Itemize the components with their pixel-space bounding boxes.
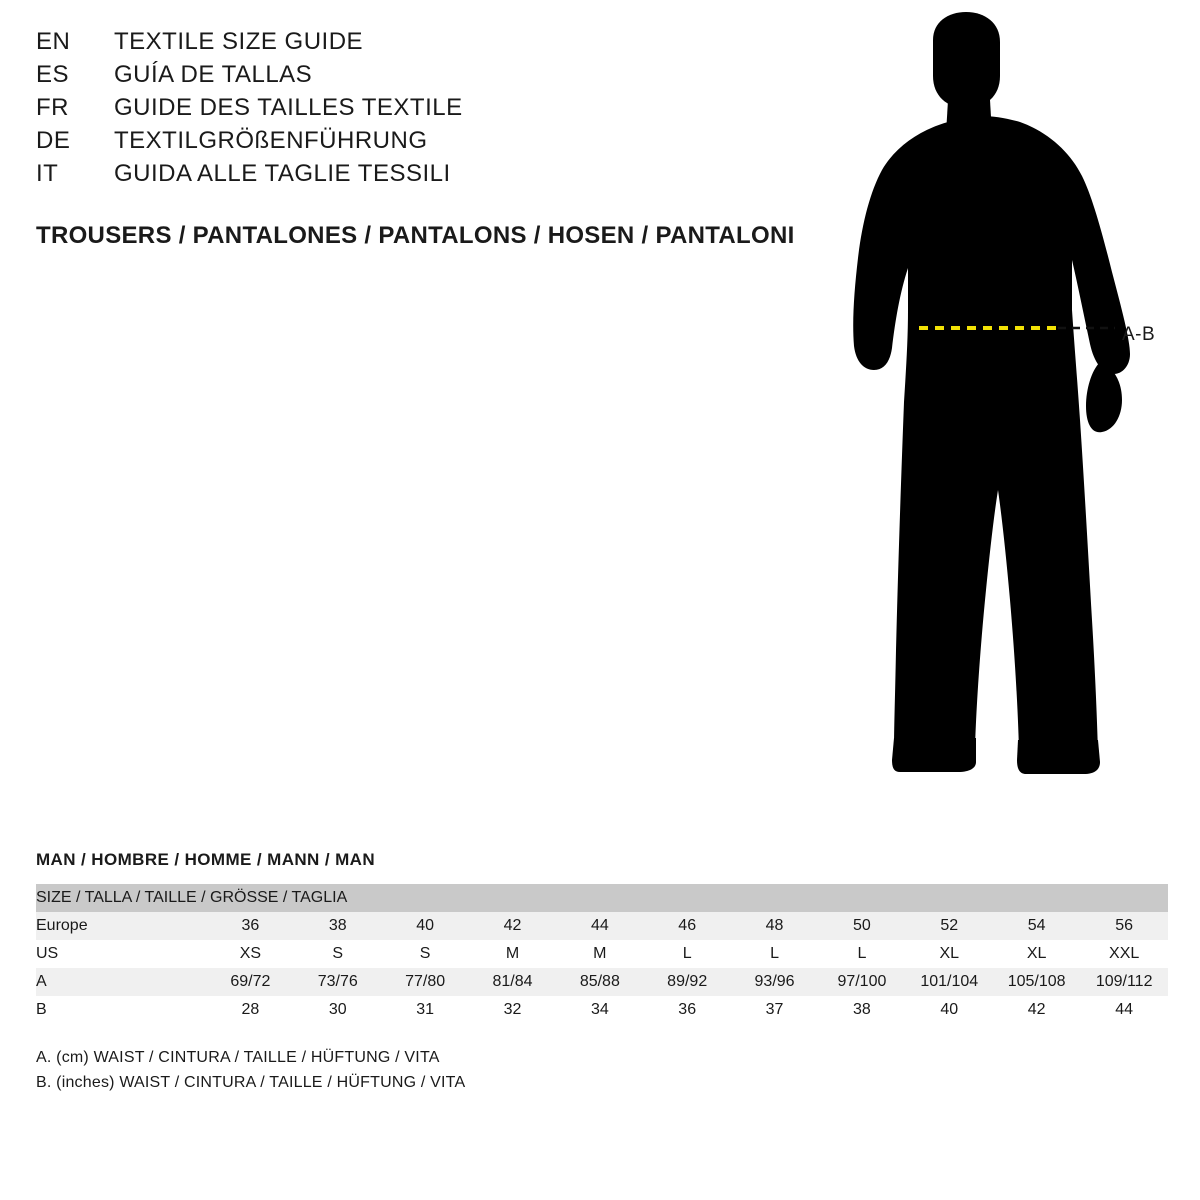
table-cell: 31 [381, 996, 468, 1024]
table-cell: 56 [1080, 912, 1168, 940]
table-cell: 44 [556, 912, 643, 940]
table-cell: 54 [993, 912, 1080, 940]
footnote-a: A. (cm) WAIST / CINTURA / TAILLE / HÜFTUNG / VITA [36, 1049, 440, 1066]
table-cell: 52 [906, 912, 993, 940]
table-cell: 46 [644, 912, 731, 940]
table-cell: 93/96 [731, 968, 818, 996]
language-row [36, 160, 796, 193]
table-cell: 109/112 [1080, 968, 1168, 996]
row-label: Europe [36, 912, 207, 940]
table-cell: 85/88 [556, 968, 643, 996]
table-cell: 37 [731, 996, 818, 1024]
table-cell: 44 [1080, 996, 1168, 1024]
table-cell: 28 [207, 996, 294, 1024]
language-code: IT [36, 160, 59, 187]
measure-label-ab: A-B [1122, 324, 1156, 345]
table-header-label: SIZE / TALLA / TAILLE / GRÖSSE / TAGLIA [36, 884, 1168, 912]
language-row [36, 127, 796, 160]
garment-type-title: TROUSERS / PANTALONES / PANTALONS / HOSEN / PANTALONI [36, 222, 795, 249]
table-cell: 40 [381, 912, 468, 940]
language-code: FR [36, 94, 69, 121]
footnotes [36, 1046, 1168, 1096]
table-cell: 40 [906, 996, 993, 1024]
row-label: US [36, 940, 207, 968]
gender-title: MAN / HOMBRE / HOMME / MANN / MAN [36, 850, 376, 869]
table-cell: 50 [818, 912, 905, 940]
row-label: A [36, 968, 207, 996]
language-title: TEXTILE SIZE GUIDE [114, 28, 364, 55]
table-cell: 36 [207, 912, 294, 940]
table-row [36, 912, 1168, 940]
table-row [36, 940, 1168, 968]
table-cell: 101/104 [906, 968, 993, 996]
table-cell: 34 [556, 996, 643, 1024]
language-row [36, 94, 796, 127]
table-cell: M [556, 940, 643, 968]
table-header-row [36, 884, 1168, 912]
table-cell: 105/108 [993, 968, 1080, 996]
size-table [36, 884, 1168, 1024]
table-cell: 69/72 [207, 968, 294, 996]
table-cell: 97/100 [818, 968, 905, 996]
language-title: TEXTILGRÖßENFÜHRUNG [114, 127, 428, 154]
table-row [36, 996, 1168, 1024]
table-cell: L [731, 940, 818, 968]
language-code: ES [36, 61, 70, 88]
table-cell: 77/80 [381, 968, 468, 996]
table-cell: XS [207, 940, 294, 968]
table-cell: S [294, 940, 381, 968]
language-code: EN [36, 28, 71, 55]
language-title: GUIDA ALLE TAGLIE TESSILI [114, 160, 451, 187]
table-cell: 42 [469, 912, 556, 940]
table-cell: 42 [993, 996, 1080, 1024]
male-silhouette-illustration [800, 10, 1200, 800]
figure-area [800, 10, 1200, 800]
language-code: DE [36, 127, 71, 154]
table-cell: M [469, 940, 556, 968]
table-cell: 38 [294, 912, 381, 940]
table-cell: 89/92 [644, 968, 731, 996]
language-title: GUIDE DES TAILLES TEXTILE [114, 94, 463, 121]
table-cell: L [818, 940, 905, 968]
table-cell: 30 [294, 996, 381, 1024]
row-label: B [36, 996, 207, 1024]
size-table-section [36, 850, 1168, 1096]
language-title: GUÍA DE TALLAS [114, 61, 313, 88]
table-cell: 73/76 [294, 968, 381, 996]
table-cell: L [644, 940, 731, 968]
table-cell: XL [906, 940, 993, 968]
table-cell: 81/84 [469, 968, 556, 996]
language-row [36, 28, 796, 61]
table-cell: XL [993, 940, 1080, 968]
footnote-b: B. (inches) WAIST / CINTURA / TAILLE / HÜFTUNG / VITA [36, 1073, 466, 1091]
table-row [36, 968, 1168, 996]
table-cell: 38 [818, 996, 905, 1024]
table-cell: 36 [644, 996, 731, 1024]
table-cell: 48 [731, 912, 818, 940]
table-cell: 32 [469, 996, 556, 1024]
table-cell: XXL [1080, 940, 1168, 968]
language-title-block [36, 28, 796, 193]
table-cell: S [381, 940, 468, 968]
language-row [36, 61, 796, 94]
